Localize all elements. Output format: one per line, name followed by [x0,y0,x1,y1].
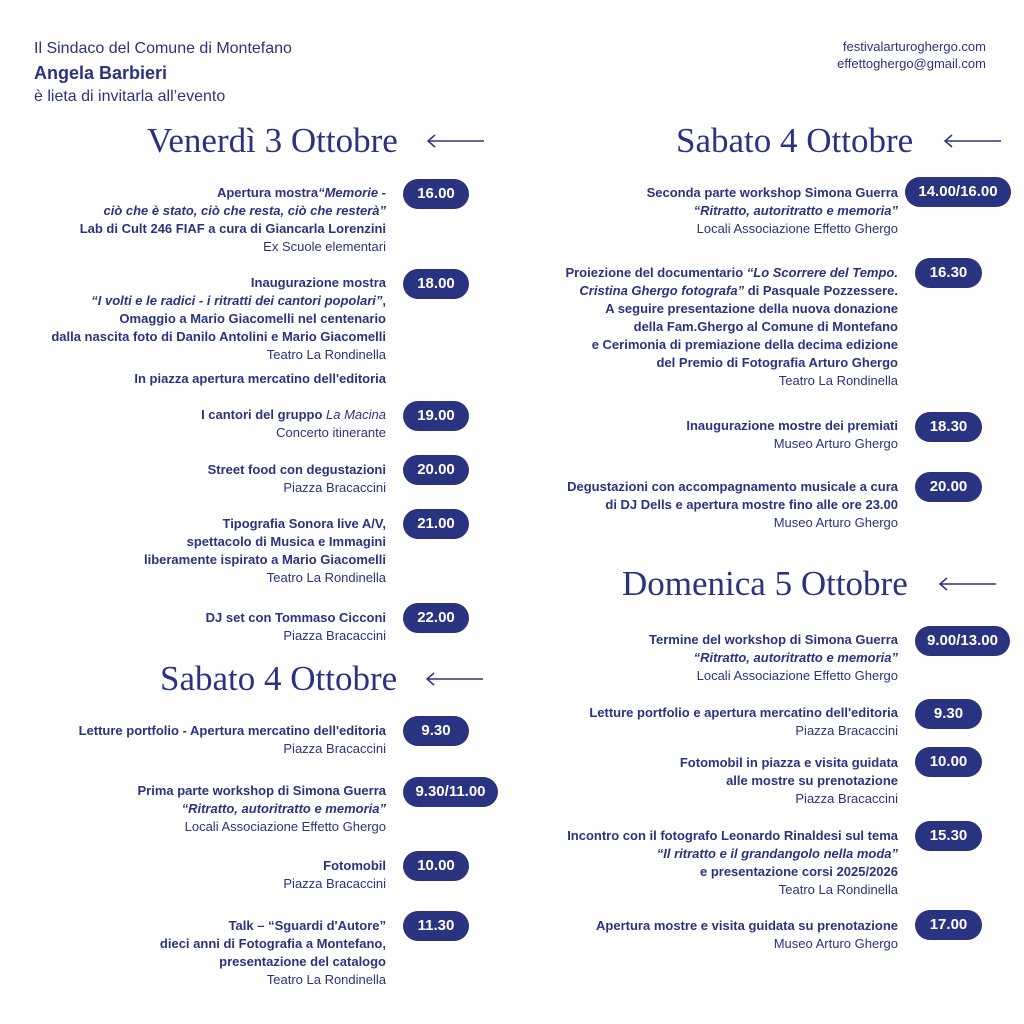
event-item: Proiezione del documentario “Lo Scorrere del Tempo. Cristina Ghergo fotografa” di Pasquale Pozzessere. A seguire presentazione della nuova donazione della Fam.Ghergo al Comune di Montefano e Cerimonia di premiazione della decima edizione del Premio di Fotografia Arturo Ghergo Teatro La Rondinella [565,265,898,388]
event-item: Talk – “Sguardi d'Autore” dieci anni di Fotografia a Montefano, presentazione del catalogo Teatro La Rondinella [159,918,386,987]
event-item: Apertura mostre e visita guidata su prenotazione Museo Arturo Ghergo [596,918,898,951]
event-item: I cantori del gruppo La Macina Concerto itinerante [201,407,386,440]
time-badge: 9.30 [915,699,982,729]
event-venue: Teatro La Rondinella [778,373,898,388]
event-item: Letture portfolio e apertura mercatino dell'editoria Piazza Bracaccini [589,705,898,738]
event-item: Degustazioni con accompagnamento musicale a cura di DJ Dells e apertura mostre fino alle ore 23.00 Museo Arturo Ghergo [567,479,898,530]
header-invite-line: è lieta di invitarla all’evento [34,88,226,105]
time-badge: 9.30 [403,716,469,746]
time-badge: 9.00/13.00 [915,626,1010,656]
event-item: Seconda parte workshop Simona Guerra “Ritratto, autoritratto e memoria” Locali Associazione Effetto Ghergo [646,185,898,236]
event-venue: Museo Arturo Ghergo [773,515,898,530]
event-item: In piazza apertura mercatino dell'editoria [134,371,386,386]
contacts-block [837,38,986,72]
day-heading-sunday [622,564,996,604]
time-badge: 11.30 [403,911,469,941]
day-title: Domenica 5 Ottobre [622,564,908,603]
event-venue: Piazza Bracaccini [283,876,386,891]
day-title: Sabato 4 Ottobre [160,659,398,698]
day-title: Sabato 4 Ottobre [676,121,914,160]
time-badge: 17.00 [915,910,982,940]
arrow-left-icon [943,134,1001,148]
event-venue: Teatro La Rondinella [266,570,386,585]
event-item: Inaugurazione mostra “I volti e le radici - i ritratti dei cantori popolari”, Omaggio a Mario Giacomelli nel centenario dalla nascita foto di Danilo Antolini e Mario Giacomelli Teatro La Rondinella [51,275,386,362]
event-venue: Piazza Bracaccini [283,741,386,756]
time-badge: 14.00/16.00 [905,177,1011,207]
day-heading-friday [147,121,484,161]
day-heading-saturday-left [160,659,483,699]
event-venue: Museo Arturo Ghergo [773,936,898,951]
event-item: Termine del workshop di Simona Guerra “Ritratto, autoritratto e memoria” Locali Associazione Effetto Ghergo [649,632,898,683]
event-item: Prima parte workshop di Simona Guerra “Ritratto, autoritratto e memoria” Locali Associazione Effetto Ghergo [137,783,386,834]
time-badge: 10.00 [915,747,982,777]
event-venue: Piazza Bracaccini [795,723,898,738]
event-venue: Teatro La Rondinella [778,882,898,897]
email-link[interactable]: effettoghergo@gmail.com [837,56,986,71]
time-badge: 20.00 [403,455,469,485]
event-venue: Ex Scuole elementari [263,239,386,254]
time-badge: 16.00 [403,179,469,209]
event-item: Inaugurazione mostre dei premiati Museo Arturo Ghergo [686,418,898,451]
time-badge: 15.30 [915,821,982,851]
header-mayor-name: Angela Barbieri [34,63,168,83]
time-badge: 18.00 [403,269,469,299]
event-item: Letture portfolio - Apertura mercatino dell'editoria Piazza Bracaccini [78,723,386,756]
event-venue: Teatro La Rondinella [266,347,386,362]
arrow-left-icon [426,134,484,148]
event-item: DJ set con Tommaso Cicconi Piazza Bracaccini [205,610,386,643]
invitation-header [34,38,292,108]
event-venue: Piazza Bracaccini [795,791,898,806]
time-badge: 18.30 [915,412,982,442]
event-item: Fotomobil Piazza Bracaccini [283,858,386,891]
day-title: Venerdì 3 Ottobre [147,121,398,160]
time-badge: 21.00 [403,509,469,539]
time-badge: 10.00 [403,851,469,881]
time-badge: 22.00 [403,603,469,633]
time-badge: 9.30/11.00 [403,777,498,807]
event-venue: Concerto itinerante [276,425,386,440]
event-venue: Museo Arturo Ghergo [773,436,898,451]
arrow-left-icon [938,577,996,591]
event-item: Fotomobil in piazza e visita guidata alle mostre su prenotazione Piazza Bracaccini [679,755,898,806]
arrow-left-icon [425,672,483,686]
event-venue: Locali Associazione Effetto Ghergo [184,819,386,834]
event-venue: Locali Associazione Effetto Ghergo [696,668,898,683]
time-badge: 19.00 [403,401,469,431]
event-venue: Locali Associazione Effetto Ghergo [696,221,898,236]
header-mayor-line: Il Sindaco del Comune di Montefano [34,40,292,57]
time-badge: 16.30 [915,258,982,288]
day-heading-saturday-right [676,121,1001,161]
event-item: Incontro con il fotografo Leonardo Rinaldesi sul tema “Il ritratto e il grandangolo nella moda” e presentazione corsi 2025/2026 Teatro La Rondinella [567,828,898,897]
website-link[interactable]: festivalarturoghergo.com [842,39,986,54]
event-item: Tipografia Sonora live A/V, spettacolo di Musica e Immagini liberamente ispirato a Mario Giacomelli Teatro La Rondinella [143,516,386,585]
event-venue: Piazza Bracaccini [283,480,386,495]
time-badge: 20.00 [915,472,982,502]
event-venue: Piazza Bracaccini [283,628,386,643]
event-venue: Teatro La Rondinella [266,972,386,987]
event-item: Apertura mostra“Memorie - ciò che è stato, ciò che resta, ciò che resterà” Lab di Cult 246 FIAF a cura di Giancarla Lorenzini Ex Scuole elementari [79,185,386,254]
event-item: Street food con degustazioni Piazza Bracaccini [207,462,386,495]
